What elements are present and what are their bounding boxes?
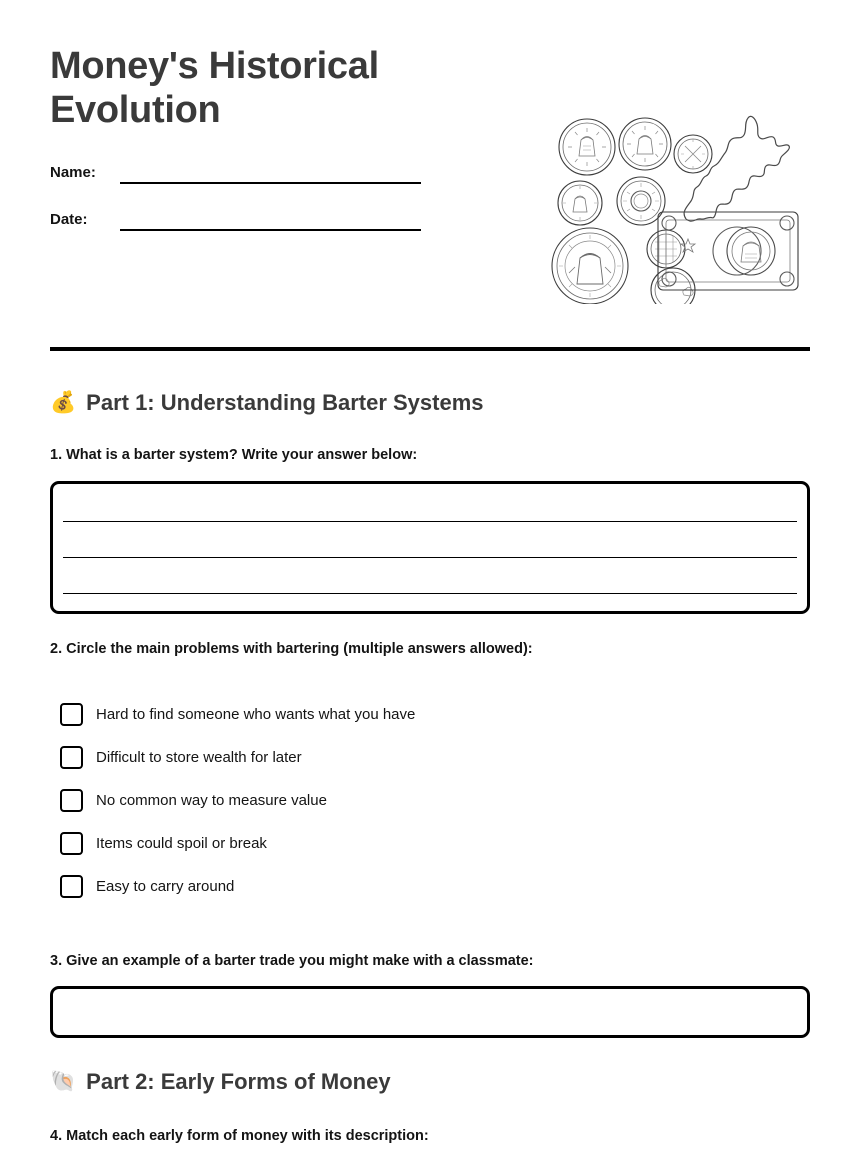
worksheet-header: [50, 44, 810, 314]
part-2-heading: [50, 1067, 391, 1097]
list-item[interactable]: [60, 743, 660, 786]
date-input[interactable]: [120, 210, 425, 229]
question-2-prompt: 2. Circle the main problems with bartering (multiple answers allowed):: [50, 641, 533, 657]
part-1-heading-text: Part 1: Understanding Barter Systems: [86, 390, 484, 415]
rule-line: [63, 593, 797, 594]
option-label: Items could spoil or break: [96, 835, 267, 852]
currency-coins-banknote-map-icon: [545, 104, 810, 304]
list-item[interactable]: [60, 829, 660, 872]
rule-line: [63, 521, 797, 522]
question-3-prompt: 3. Give an example of a barter trade you might make with a classmate:: [50, 953, 534, 969]
date-field-label: Date:: [50, 211, 88, 228]
option-label: Easy to carry around: [96, 878, 235, 895]
date-field-row: [50, 210, 425, 236]
currency-illustration: [545, 104, 810, 304]
section-divider: [50, 347, 810, 351]
question-2-option-list: [60, 700, 660, 915]
rule-line: [63, 557, 797, 558]
checkbox-option-4[interactable]: [60, 832, 83, 855]
part-2-heading-text: Part 2: Early Forms of Money: [86, 1069, 391, 1094]
checkbox-option-1[interactable]: [60, 703, 83, 726]
question-4-prompt: 4. Match each early form of money with its description:: [50, 1128, 429, 1144]
page-title: Money's Historical Evolution: [50, 45, 379, 131]
list-item[interactable]: [60, 700, 660, 743]
name-input[interactable]: [120, 163, 425, 182]
option-label: Hard to find someone who wants what you have: [96, 706, 416, 723]
option-label: No common way to measure value: [96, 792, 327, 809]
money-bag-icon: 💰: [50, 391, 77, 414]
name-field-underline: [120, 182, 421, 184]
question-1-answer-box[interactable]: [50, 481, 810, 614]
name-field-row: [50, 163, 425, 189]
date-field-underline: [120, 229, 421, 231]
checkbox-option-2[interactable]: [60, 746, 83, 769]
part-1-heading: [50, 388, 484, 418]
question-3-answer-box[interactable]: [50, 986, 810, 1038]
list-item[interactable]: [60, 872, 660, 915]
spiral-shell-icon: 🐚: [50, 1070, 77, 1093]
name-field-label: Name:: [50, 164, 96, 181]
checkbox-option-3[interactable]: [60, 789, 83, 812]
option-label: Difficult to store wealth for later: [96, 749, 302, 766]
question-1-rule-lines: [63, 484, 797, 611]
question-1-prompt: 1. What is a barter system? Write your answer below:: [50, 447, 418, 463]
list-item[interactable]: [60, 786, 660, 829]
checkbox-option-5[interactable]: [60, 875, 83, 898]
